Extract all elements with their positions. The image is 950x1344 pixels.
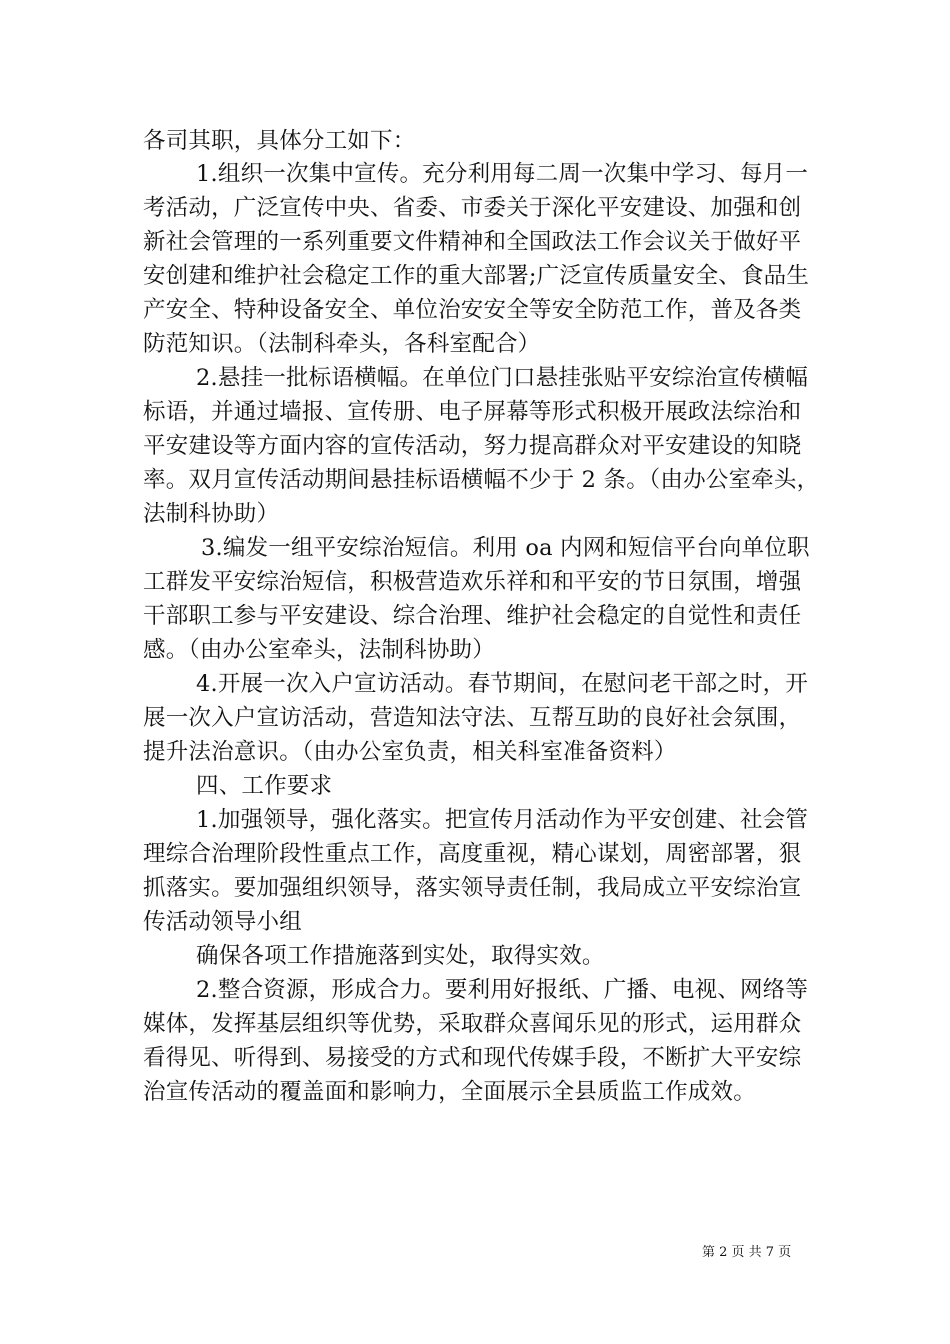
text-line: 干部职工参与平安建设、综合治理、维护社会稳定的自觉性和责任 — [143, 603, 802, 629]
text-line: 感。（由办公室牵头，法制科协助） — [143, 637, 495, 663]
text-line: 提升法治意识。（由办公室负责，相关科室准备资料） — [143, 739, 677, 765]
text-line: 率。双月宣传活动期间悬挂标语横幅不少于 2 条。（由办公室牵头， — [143, 467, 820, 493]
text-line: 新社会管理的一系列重要文件精神和全国政法工作会议关于做好平 — [143, 229, 802, 255]
text-line: 媒体，发挥基层组织等优势，采取群众喜闻乐见的形式，运用群众 — [143, 1011, 802, 1037]
text-line: 抓落实。要加强组织领导，落实领导责任制，我局成立平安综治宣 — [143, 875, 802, 901]
text-line: 标语，并通过墙报、宣传册、电子屏幕等形式积极开展政法综治和 — [143, 399, 802, 425]
text-line: 1.组织一次集中宣传。充分利用每二周一次集中学习、每月一 — [196, 161, 809, 187]
text-line: 防范知识。（法制科牵头，各科室配合） — [143, 331, 541, 357]
text-line: 传活动领导小组 — [143, 909, 302, 935]
page-number: 第 2 页 共 7 页 — [702, 1245, 792, 1260]
text-line: 治宣传活动的覆盖面和影响力，全面展示全县质监工作成效。 — [143, 1079, 756, 1105]
text-line: 2.整合资源，形成合力。要利用好报纸、广播、电视、网络等 — [196, 977, 809, 1003]
text-line: 展一次入户宣访活动，营造知法守法、互帮互助的良好社会氛围， — [143, 705, 802, 731]
text-line: 看得见、听得到、易接受的方式和现代传媒手段，不断扩大平安综 — [143, 1045, 802, 1071]
text-line: 4.开展一次入户宣访活动。春节期间，在慰问老干部之时，开 — [196, 671, 809, 697]
text-line: 产安全、特种设备安全、单位治安安全等安全防范工作，普及各类 — [143, 297, 802, 323]
text-line: 安创建和维护社会稳定工作的重大部署;广泛宣传质量安全、食品生 — [143, 263, 810, 289]
text-line: 工群发平安综治短信，积极营造欢乐祥和和平安的节日氛围，增强 — [143, 569, 802, 595]
text-line: 法制科协助） — [143, 501, 280, 527]
text-line: 理综合治理阶段性重点工作，高度重视，精心谋划，周密部署，狠 — [143, 841, 802, 867]
text-line: 确保各项工作措施落到实处，取得实效。 — [196, 943, 605, 969]
text-line: 考活动，广泛宣传中央、省委、市委关于深化平安建设、加强和创 — [143, 195, 802, 221]
text-line: 各司其职，具体分工如下： — [143, 128, 416, 154]
text-line: 1.加强领导，强化落实。把宣传月活动作为平安创建、社会管 — [196, 807, 809, 833]
text-line: 2.悬挂一批标语横幅。在单位门口悬挂张贴平安综治宣传横幅 — [196, 365, 809, 391]
text-line: 3.编发一组平安综治短信。利用 oa 内网和短信平台向单位职 — [201, 535, 810, 561]
section-heading: 四、工作要求 — [196, 773, 333, 799]
text-line: 平安建设等方面内容的宣传活动，努力提高群众对平安建设的知晓 — [143, 433, 802, 459]
